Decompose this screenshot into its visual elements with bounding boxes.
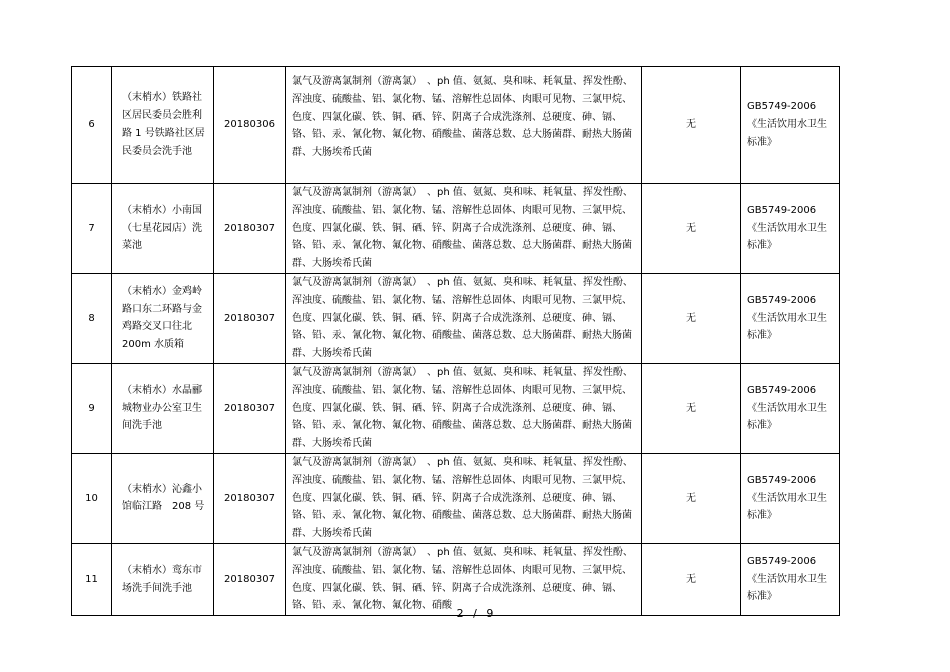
table-row bbox=[72, 543, 840, 615]
abnormal-items: 无 bbox=[642, 273, 741, 363]
row-number: 11 bbox=[72, 543, 112, 615]
table-row bbox=[72, 453, 840, 543]
total-pages: 9 bbox=[486, 607, 494, 620]
test-items: 氯气及游离氯制剂（游离氯） 、ph 值、氨氮、臭和味、耗氧量、挥发性酚、浑浊度、硫酸盐、铝、氯化物、锰、溶解性总固体、肉眼可见物、三氯甲烷、色度、四氯化碳、铁、铜、硒、锌、阴离子合成洗涤剂、总硬度、砷、镉、铬、铅、汞、氰化物、氟化物、硝酸盐、菌落总数、总大肠菌群、耐热大肠菌群、大肠埃希氏菌 bbox=[286, 273, 642, 363]
sampling-date: 20180307 bbox=[214, 363, 286, 453]
sampling-location: （末梢水）金鸡岭路口东二环路与金鸡路交叉口往北 200m 水质箱 bbox=[112, 273, 214, 363]
reference-standard: GB5749-2006《生活饮用水卫生标准》 bbox=[741, 543, 840, 615]
reference-standard: GB5749-2006《生活饮用水卫生标准》 bbox=[741, 67, 840, 184]
row-number: 7 bbox=[72, 184, 112, 274]
test-items: 氯气及游离氯制剂（游离氯） 、ph 值、氨氮、臭和味、耗氧量、挥发性酚、浑浊度、硫酸盐、铝、氯化物、锰、溶解性总固体、肉眼可见物、三氯甲烷、色度、四氯化碳、铁、铜、硒、锌、阴离子合成洗涤剂、总硬度、砷、镉、铬、铅、汞、氰化物、氟化物、硝酸盐、菌落总数、总大肠菌群、耐热大肠菌群、大肠埃希氏菌 bbox=[286, 67, 642, 184]
reference-standard: GB5749-2006《生活饮用水卫生标准》 bbox=[741, 453, 840, 543]
abnormal-items: 无 bbox=[642, 184, 741, 274]
test-items: 氯气及游离氯制剂（游离氯） 、ph 值、氨氮、臭和味、耗氧量、挥发性酚、浑浊度、硫酸盐、铝、氯化物、锰、溶解性总固体、肉眼可见物、三氯甲烷、色度、四氯化碳、铁、铜、硒、锌、阴离子合成洗涤剂、总硬度、砷、镉、铬、铅、汞、氰化物、氟化物、硝酸盐、菌落总数、总大肠菌群、耐热大肠菌群、大肠埃希氏菌 bbox=[286, 363, 642, 453]
reference-standard: GB5749-2006《生活饮用水卫生标准》 bbox=[741, 363, 840, 453]
reference-standard: GB5749-2006《生活饮用水卫生标准》 bbox=[741, 273, 840, 363]
current-page: 2 bbox=[456, 607, 464, 620]
sampling-date: 20180307 bbox=[214, 453, 286, 543]
sampling-date: 20180306 bbox=[214, 67, 286, 184]
test-items: 氯气及游离氯制剂（游离氯） 、ph 值、氨氮、臭和味、耗氧量、挥发性酚、浑浊度、硫酸盐、铝、氯化物、锰、溶解性总固体、肉眼可见物、三氯甲烷、色度、四氯化碳、铁、铜、硒、锌、阴离子合成洗涤剂、总硬度、砷、镉、铬、铅、汞、氰化物、氟化物、硝酸盐、菌落总数、总大肠菌群、耐热大肠菌群、大肠埃希氏菌 bbox=[286, 453, 642, 543]
table-row bbox=[72, 184, 840, 274]
table-row bbox=[72, 273, 840, 363]
sampling-location: （末梢水）鸾东市场洗手间洗手池 bbox=[112, 543, 214, 615]
sampling-date: 20180307 bbox=[214, 273, 286, 363]
reference-standard: GB5749-2006《生活饮用水卫生标准》 bbox=[741, 184, 840, 274]
table-row bbox=[72, 363, 840, 453]
abnormal-items: 无 bbox=[642, 363, 741, 453]
abnormal-items: 无 bbox=[642, 67, 741, 184]
sampling-location: （末梢水）小南国（七星花园店）洗菜池 bbox=[112, 184, 214, 274]
row-number: 8 bbox=[72, 273, 112, 363]
abnormal-items: 无 bbox=[642, 543, 741, 615]
row-number: 9 bbox=[72, 363, 112, 453]
page-separator: / bbox=[473, 607, 477, 620]
sampling-location: （末梢水）沁鑫小馆临江路 208 号 bbox=[112, 453, 214, 543]
sampling-date: 20180307 bbox=[214, 543, 286, 615]
test-items: 氯气及游离氯制剂（游离氯） 、ph 值、氨氮、臭和味、耗氧量、挥发性酚、浑浊度、硫酸盐、铝、氯化物、锰、溶解性总固体、肉眼可见物、三氯甲烷、色度、四氯化碳、铁、铜、硒、锌、阴离子合成洗涤剂、总硬度、砷、镉、铬、铅、汞、氰化物、氟化物、硝酸 bbox=[286, 543, 642, 615]
abnormal-items: 无 bbox=[642, 453, 741, 543]
water-test-table bbox=[71, 66, 840, 616]
sampling-date: 20180307 bbox=[214, 184, 286, 274]
test-items: 氯气及游离氯制剂（游离氯） 、ph 值、氨氮、臭和味、耗氧量、挥发性酚、浑浊度、硫酸盐、铝、氯化物、锰、溶解性总固体、肉眼可见物、三氯甲烷、色度、四氯化碳、铁、铜、硒、锌、阴离子合成洗涤剂、总硬度、砷、镉、铬、铅、汞、氰化物、氟化物、硝酸盐、菌落总数、总大肠菌群、耐热大肠菌群、大肠埃希氏菌 bbox=[286, 184, 642, 274]
page-number bbox=[0, 607, 950, 620]
sampling-location: （末梢水）水晶郦城物业办公室卫生间洗手池 bbox=[112, 363, 214, 453]
row-number: 10 bbox=[72, 453, 112, 543]
row-number: 6 bbox=[72, 67, 112, 184]
table-row bbox=[72, 67, 840, 184]
sampling-location: （末梢水）铁路社区居民委员会胜利路 1 号铁路社区居民委员会洗手池 bbox=[112, 67, 214, 184]
